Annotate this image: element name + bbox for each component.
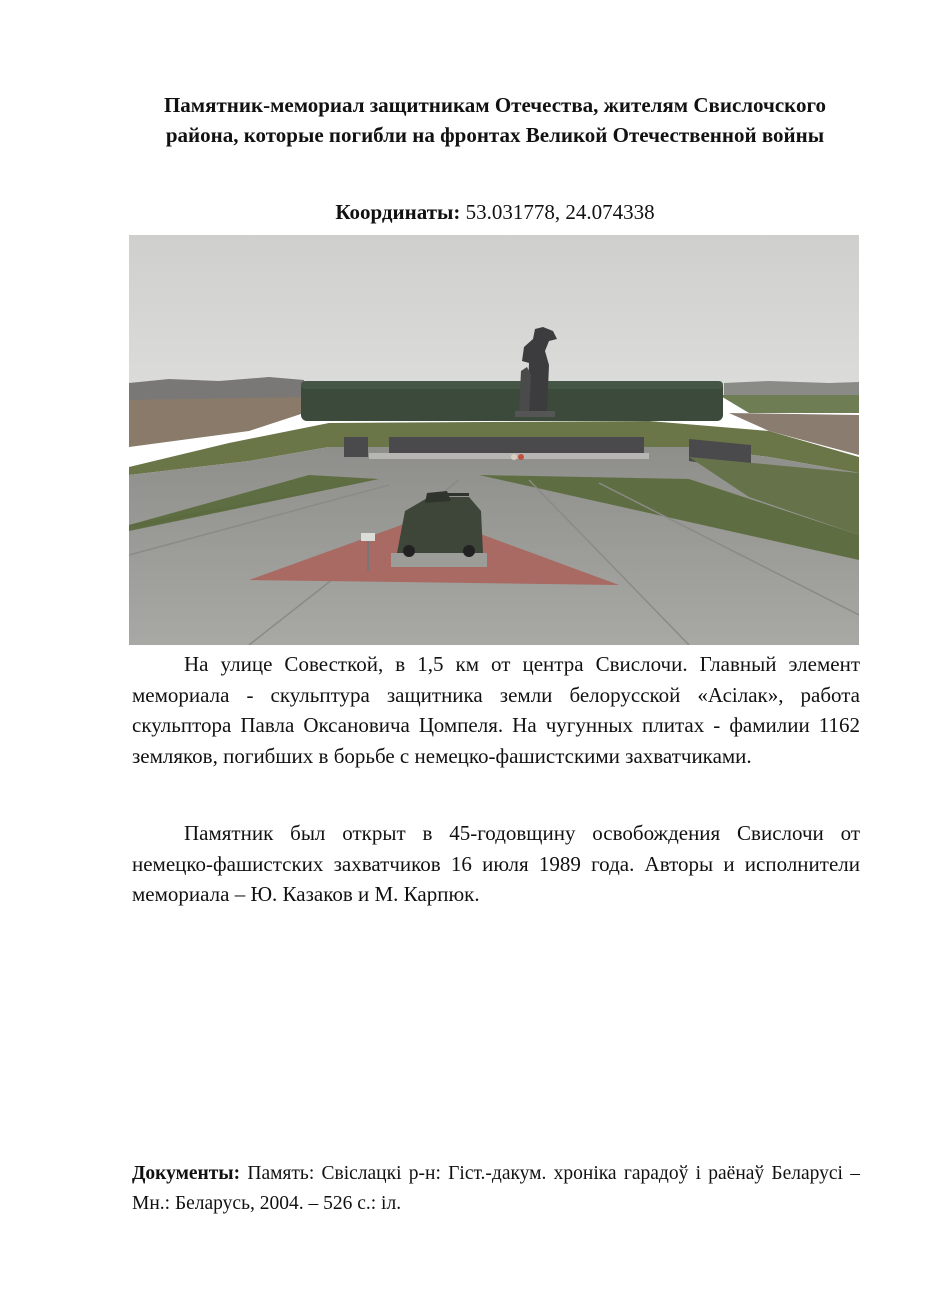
hedge-top	[301, 381, 723, 389]
field-right	[719, 395, 859, 413]
coordinates-label: Координаты:	[335, 200, 461, 224]
documents-line	[132, 1159, 860, 1219]
distant-trees-right	[724, 381, 859, 397]
opening-paragraph: Памятник был открыт в 45-годовщину освобождения Свислочи от немецко-фашистских захватчиков 16 июля 1989 года. Авторы и исполнители мемориала – Ю. Казаков и М. Карпюк.	[132, 821, 860, 906]
documents-text: Память: Свіслацкі р-н: Гіст.-дакум. хроніка гарадоў і раёнаў Беларусі – Мн.: Беларусь, 2004. – 526 с.: іл.	[132, 1163, 860, 1214]
info-sign	[361, 533, 375, 541]
sky	[129, 235, 859, 395]
memorial-photo	[129, 235, 859, 645]
statue-base	[515, 411, 555, 417]
coordinates-value: 53.031778, 24.074338	[465, 200, 655, 224]
coordinates-line	[130, 198, 860, 226]
steps	[369, 453, 649, 459]
document-title: Памятник-мемориал защитникам Отечества, жителям Свислочского района, которые погибли на фронтах Великой Отечественной войны	[163, 93, 827, 147]
memorial-wall	[389, 437, 644, 455]
memorial-wall-left	[344, 437, 368, 457]
documents-label: Документы:	[132, 1163, 241, 1184]
description-paragraph: На улице Совесткой, в 1,5 км от центра Свислочи. Главный элемент мемориала - скульптура защитника земли белорусской «Асілак», работа скульптора Павла Оксановича Цомпеля. На чугунных плитах - фамилии 1162 земляков, погибших в борьбе с немецко-фашистскими захватчиками.	[132, 652, 860, 768]
